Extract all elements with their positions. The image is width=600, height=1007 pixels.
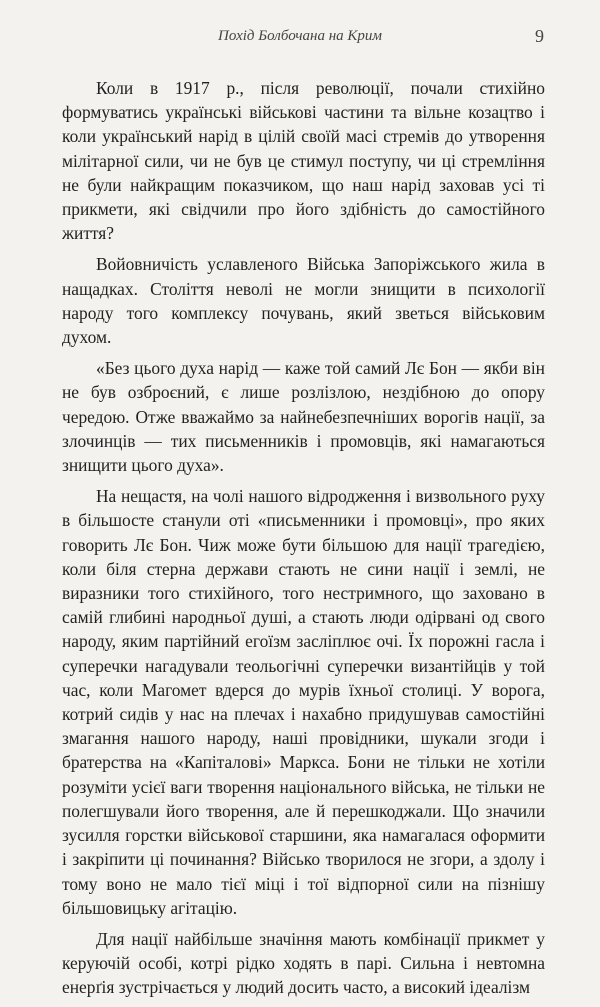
running-title: Похід Болбочана на Крим bbox=[218, 28, 382, 44]
paragraph: Для нації найбільше значіння мають комбінації прикмет у керуючій особі, котрі рідко ходять в парі. Сильна і невтомна енерґія зустрічається у людий досить часто, а високий ідеалізм bbox=[62, 928, 545, 998]
paragraph: Коли в 1917 р., після революції, почали стихійно формуватись українські військові частини та вільне козацтво і коли український нарід в цілій своїй масі стремів до утворення мілітарної сили, чи не був це стимул поступу, чи ці стремління не були найкращим показчиком, що наш нарід заховав усі ті прикмети, які свідчили про його здібність до самостійного життя? bbox=[62, 78, 545, 244]
page-header bbox=[0, 28, 600, 52]
quote-paragraph: «Без цього духа нарід — каже той самий Лє Бон — якби він не був озброєний, є лише розлізлою, нездібною до опору чередою. Отже вважаймо за найнебезпечніших ворогів нації, за злочинців — тих письменників і промовців, які намагаються знищити цього духа». bbox=[62, 358, 545, 476]
paragraph: Войовничість уславленого Війська Запоріжського жила в нащадках. Століття неволі не могли знищити в психології народу того комплексу почувань, який зветься військовим духом. bbox=[62, 254, 545, 348]
body-text bbox=[62, 76, 545, 1007]
page-number: 9 bbox=[535, 26, 544, 46]
paragraph: На нещастя, на чолі нашого відродження і визвольного руху в більшосте станули оті «письменники і промовці», про яких говорить Лє Бон. Чиж може бути більшою для нації трагедією, коли біля стерна держави стають не сини нації і землі, не виразники того стихійного, того нестримного, що заховано в самій глибині народньої душі, а стають люди одірвані од свого народу, яким партійний егоїзм засліплює очі. Їх порожні гасла і суперечки нагадували теольогічні суперечки византійців у той час, коли Магомет вдерся до мурів їхньої столиці. У ворога, котрий сидів у нас на плечах і нахабно придушував самостійні змагання нашого народу, наші провідники, шукали згоди і братерства на «Капіталові» Маркса. Бони не тільки не хотіли розуміти усієї ваги творення національного війська, не тільки не полегшували його творення, але й перешкоджали. Що значили зусилля горстки військової старшини, яка намагалася оформити і закріпити ці починання? Військо творилося не згори, а здолу і тому воно не мало тієї міці і тої відпорної сили на пізнішу більшовицьку агітацію. bbox=[62, 486, 545, 918]
